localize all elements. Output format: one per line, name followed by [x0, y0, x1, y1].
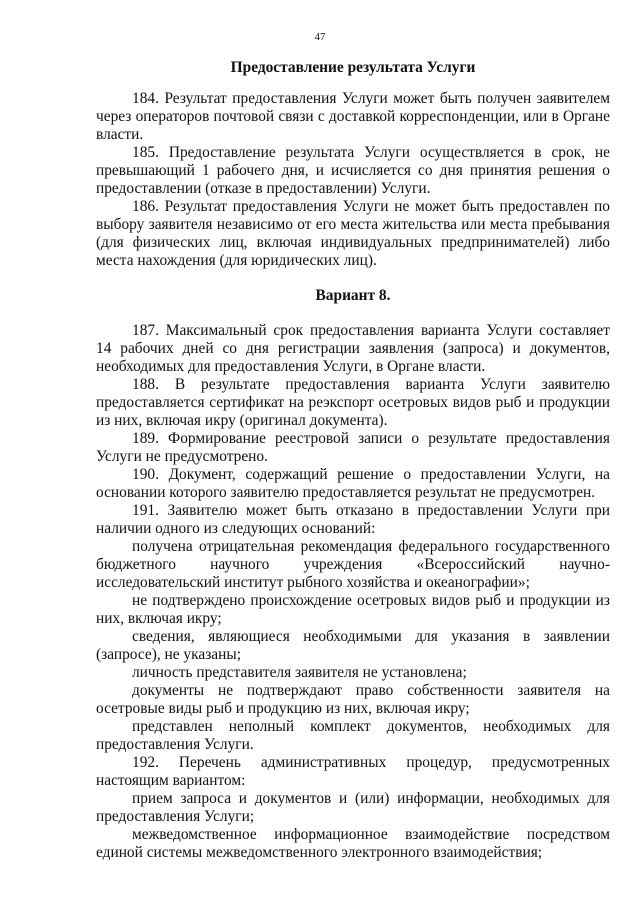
refusal-ground-1: получена отрицательная рекомендация федерального государственного бюджетного научного учреждения «Всероссийский научно-исследовательский институт рыбного хозяйства и океанографии»; [96, 538, 610, 591]
section-heading-result: Предоставление результата Услуги [230, 59, 476, 76]
paragraph-192: 192. Перечень административных процедур, предусмотренных настоящим вариантом: [96, 754, 610, 789]
paragraph-188: 188. В результате предоставления варианта Услуги заявителю предоставляется сертификат на реэкспорт осетровых видов рыб и продукции из них, включая икру (оригинал документа). [96, 376, 610, 429]
paragraph-184: 184. Результат предоставления Услуги может быть получен заявителем через операторов почтовой связи с доставкой корреспонденции, или в Органе власти. [96, 90, 610, 143]
paragraph-191: 191. Заявителю может быть отказано в предоставлении Услуги при наличии одного из следующих оснований: [96, 502, 610, 537]
procedure-item-2: межведомственное информационное взаимодействие посредством единой системы межведомственного электронного взаимодействия; [96, 826, 610, 861]
page-number: 47 [314, 31, 326, 43]
paragraph-186: 186. Результат предоставления Услуги не может быть предоставлен по выбору заявителя независимо от его места жительства или места пребывания (для физических лиц, включая индивидуальных предпринимателей) либо места нахождения (для юридических лиц). [96, 198, 610, 269]
procedure-item-1: прием запроса и документов и (или) информации, необходимых для предоставления Услуги; [96, 790, 610, 825]
paragraph-190: 190. Документ, содержащий решение о предоставлении Услуги, на основании которого заявителю предоставляется результат не предусмотрен. [96, 466, 610, 501]
paragraph-185: 185. Предоставление результата Услуги осуществляется в срок, не превышающий 1 рабочего дня, и исчисляется со дня принятия решения о предоставлении (отказе в предоставлении) Услуги. [96, 144, 610, 197]
document-body [96, 59, 610, 862]
section-heading-variant-8: Вариант 8. [315, 287, 391, 304]
refusal-ground-5: документы не подтверждают право собственности заявителя на осетровые виды рыб и продукцию из них, включая икру; [96, 682, 610, 717]
refusal-ground-4: личность представителя заявителя не установлена; [132, 664, 467, 681]
refusal-ground-6: представлен неполный комплект документов, необходимых для предоставления Услуги. [96, 718, 610, 753]
refusal-ground-2: не подтверждено происхождение осетровых видов рыб и продукции из них, включая икру; [96, 592, 610, 627]
refusal-ground-3: сведения, являющиеся необходимыми для указания в заявлении (запросе), не указаны; [96, 628, 610, 663]
paragraph-189: 189. Формирование реестровой записи о результате предоставления Услуги не предусмотрено. [96, 430, 610, 465]
paragraph-187: 187. Максимальный срок предоставления варианта Услуги составляет 14 рабочих дней со дня регистрации заявления (запроса) и документов, необходимых для предоставления Услуги, в Органе власти. [96, 322, 610, 375]
